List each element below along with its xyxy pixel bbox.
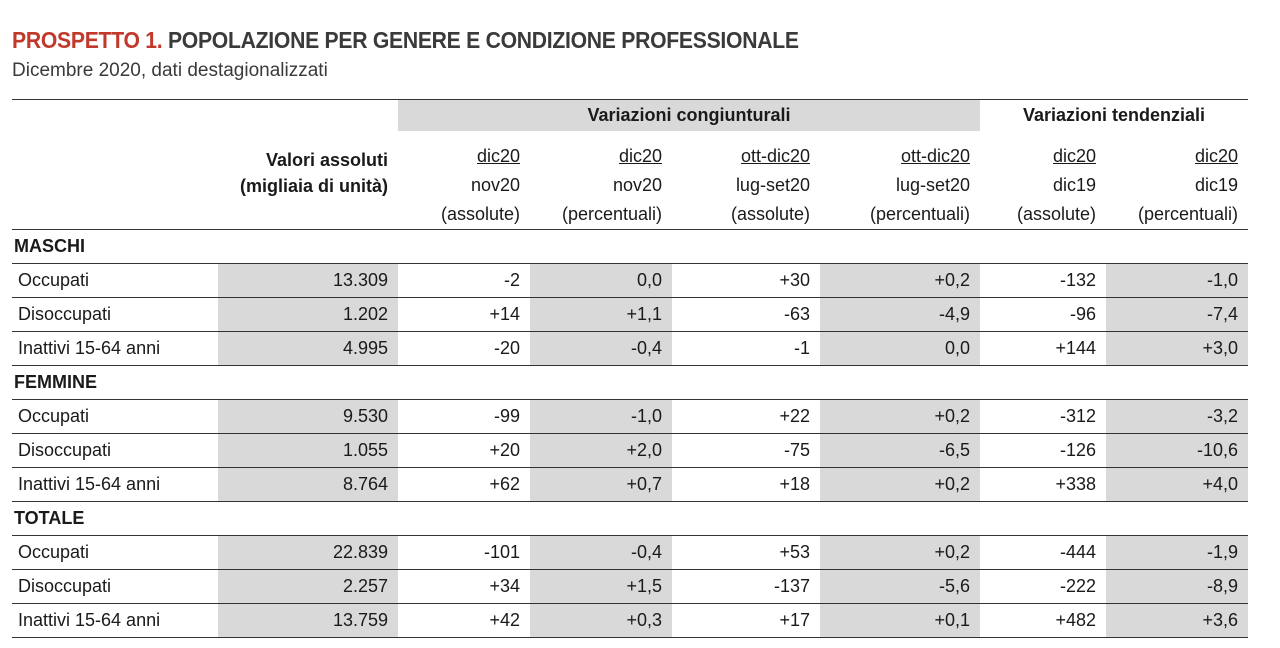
population-table: [12, 99, 1248, 638]
title-text: POPOLAZIONE PER GENERE E CONDIZIONE PROFESSIONALE: [167, 27, 799, 53]
table-cell: +18: [779, 473, 810, 494]
table-cell: +53: [779, 541, 810, 562]
table-cell: +20: [489, 439, 520, 460]
table-cell: +62: [489, 473, 520, 494]
table-cell: -5,6: [820, 569, 980, 603]
table-row: [12, 603, 1248, 637]
row-label: Occupati: [18, 269, 90, 290]
table-cell: -8,9: [1106, 569, 1248, 603]
table-cell: -222: [1060, 575, 1097, 596]
table-cell: 22.839: [218, 535, 398, 569]
table-cell: -101: [483, 541, 520, 562]
header-unit: (assolute): [1017, 203, 1097, 224]
table-cell: +144: [1055, 337, 1097, 358]
table-cell: 0,0: [530, 263, 672, 297]
table-cell: -1,9: [1106, 535, 1248, 569]
row-label: Disoccupati: [18, 439, 112, 460]
table-row: [12, 535, 1248, 569]
table-row: [12, 297, 1248, 331]
row-label: Inattivi 15-64 anni: [18, 473, 161, 494]
header-base: lug-set20: [895, 174, 971, 195]
section-row: [12, 501, 1248, 535]
header-period: dic20: [1053, 145, 1097, 166]
table-cell: -2: [503, 269, 520, 290]
header-valori-line-1: Valori assoluti: [265, 149, 388, 170]
header-unit: (assolute): [440, 203, 520, 224]
header-unit: (percentuali): [1137, 203, 1239, 224]
group-tendenziali: Variazioni tendenziali: [1023, 104, 1206, 125]
table-cell: +17: [779, 609, 810, 630]
page-title: [12, 27, 799, 54]
table-body: [12, 229, 1248, 637]
header-col-2: [530, 131, 672, 230]
table-row: [12, 467, 1248, 501]
table-cell: -99: [493, 405, 520, 426]
table-cell: +3,0: [1106, 331, 1248, 365]
row-label: Inattivi 15-64 anni: [18, 609, 161, 630]
group-congiunturali: Variazioni congiunturali: [398, 100, 980, 131]
table-cell: +34: [489, 575, 520, 596]
header-valori-assoluti: [218, 131, 398, 230]
table-cell: +0,3: [530, 603, 672, 637]
header-col-5: [980, 131, 1106, 230]
header-period: dic20: [476, 145, 520, 166]
header-base: nov20: [612, 174, 662, 195]
section-title: FEMMINE: [14, 371, 97, 392]
row-label: Inattivi 15-64 anni: [18, 337, 161, 358]
header-base: lug-set20: [735, 174, 810, 195]
section-row: [12, 229, 1248, 263]
column-group-row: [12, 100, 1248, 131]
header-period: ott-dic20: [900, 145, 971, 166]
header-period: ott-dic20: [740, 145, 810, 166]
header-col-1: [398, 131, 530, 230]
table-cell: -1: [793, 337, 810, 358]
table-cell: -312: [1060, 405, 1097, 426]
table-cell: +22: [779, 405, 810, 426]
table-cell: 1.055: [218, 433, 398, 467]
table-cell: +0,2: [820, 467, 980, 501]
table-cell: +30: [779, 269, 810, 290]
table-cell: 9.530: [218, 399, 398, 433]
row-label: Disoccupati: [18, 303, 112, 324]
table-cell: -132: [1060, 269, 1097, 290]
header-unit: (percentuali): [869, 203, 971, 224]
table-cell: +0,7: [530, 467, 672, 501]
header-base: nov20: [470, 174, 520, 195]
header-period: dic20: [1195, 145, 1239, 166]
table-cell: -3,2: [1106, 399, 1248, 433]
table-cell: +1,5: [530, 569, 672, 603]
section-title: TOTALE: [14, 507, 85, 528]
table-cell: 13.759: [218, 603, 398, 637]
table-cell: 1.202: [218, 297, 398, 331]
page-subtitle: Dicembre 2020, dati destagionalizzati: [12, 60, 328, 81]
row-label: Occupati: [18, 541, 90, 562]
row-label: Disoccupati: [18, 575, 112, 596]
table-cell: 4.995: [218, 331, 398, 365]
table-cell: -6,5: [820, 433, 980, 467]
column-header-row: [12, 131, 1248, 230]
table-cell: +482: [1055, 609, 1097, 630]
table-cell: +2,0: [530, 433, 672, 467]
table-cell: +42: [489, 609, 520, 630]
header-unit: (percentuali): [561, 203, 662, 224]
table-row: [12, 399, 1248, 433]
table-cell: -20: [493, 337, 520, 358]
header-unit: (assolute): [730, 203, 810, 224]
table-cell: -4,9: [820, 297, 980, 331]
table-cell: +4,0: [1106, 467, 1248, 501]
header-period: dic20: [618, 145, 662, 166]
header-col-4: [820, 131, 980, 230]
table-cell: -444: [1060, 541, 1097, 562]
table-cell: -7,4: [1106, 297, 1248, 331]
header-base: dic19: [1053, 174, 1097, 195]
table-cell: -1,0: [1106, 263, 1248, 297]
table-cell: -0,4: [530, 535, 672, 569]
table-cell: +0,2: [820, 263, 980, 297]
table-cell: +3,6: [1106, 603, 1248, 637]
row-label: Occupati: [18, 405, 90, 426]
section-row: [12, 365, 1248, 399]
header-col-3: [672, 131, 820, 230]
table-cell: +0,2: [820, 399, 980, 433]
table-row: [12, 331, 1248, 365]
section-title: MASCHI: [14, 235, 85, 256]
table-row: [12, 433, 1248, 467]
table-cell: 8.764: [218, 467, 398, 501]
table-cell: -96: [1070, 303, 1097, 324]
table-row: [12, 263, 1248, 297]
table-cell: 13.309: [218, 263, 398, 297]
table-cell: -126: [1060, 439, 1097, 460]
table-cell: +1,1: [530, 297, 672, 331]
header-base: dic19: [1195, 174, 1239, 195]
table-cell: +338: [1055, 473, 1097, 494]
table-cell: -10,6: [1106, 433, 1248, 467]
table-cell: -0,4: [530, 331, 672, 365]
table-cell: +0,2: [820, 535, 980, 569]
table-cell: +14: [489, 303, 520, 324]
table-cell: 2.257: [218, 569, 398, 603]
table-cell: -75: [783, 439, 810, 460]
title-prefix: PROSPETTO 1.: [12, 27, 163, 53]
table-row: [12, 569, 1248, 603]
table-cell: -63: [783, 303, 810, 324]
table-cell: +0,1: [820, 603, 980, 637]
header-col-6: [1106, 131, 1248, 230]
header-valori-line-2: (migliaia di unità): [239, 175, 388, 196]
table-cell: -1,0: [530, 399, 672, 433]
table-cell: 0,0: [820, 331, 980, 365]
table-cell: -137: [773, 575, 810, 596]
